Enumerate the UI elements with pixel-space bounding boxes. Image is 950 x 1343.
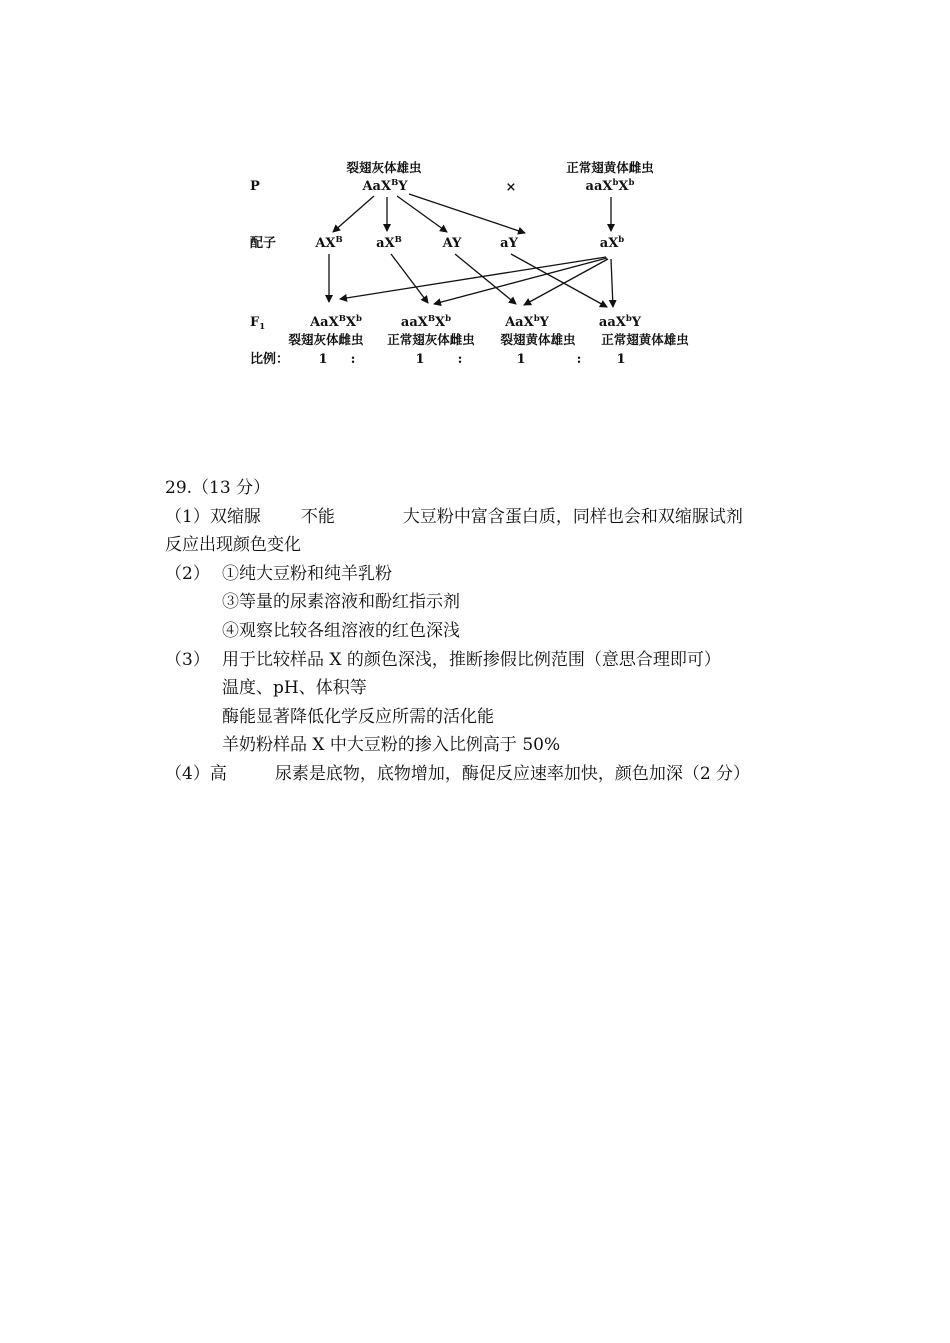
male-parent-genotype: AaX$^B$Y [362,178,408,194]
offspring-3-genotype: AaX$^b$Y [505,314,549,330]
arrow-gamete-5-offspring-4 [611,259,613,307]
q4-answer-2: 尿素是底物，底物增加，酶促反应速率加快，颜色加深（2 分） [274,763,751,784]
offspring-2-genotype: $aaX^BX^b$ [400,314,452,330]
q2-answer-1: ①纯大豆粉和纯羊乳粉 [222,563,392,584]
row-label-gamete: 配子 [250,236,277,251]
row-label-p: P [250,179,260,194]
q1-answer-3: 大豆粉中富含蛋白质，同样也会和双缩脲试剂 [402,506,743,527]
ratio-value-1: 1 [318,352,328,367]
q1-answer-2: 不能 [300,506,335,527]
ratio-value-3: 1 [516,352,526,367]
gamete-3: AY [442,236,462,251]
female-parent-genotype: $aaX^bX^b$ [585,178,635,194]
q4-label: （4） [165,763,210,784]
arrow-male-gamete-3 [397,196,447,232]
row-label-f1: $F_1$ [250,315,266,332]
ratio-value-2: 1 [415,352,425,367]
gamete-1: $AX^B$ [315,235,343,251]
ratio-separator-3: : [576,352,582,367]
q2-answer-2: ③等量的尿素溶液和酚红指示剂 [222,592,460,613]
q1-label: （1） [165,506,210,527]
q4-line [165,760,805,789]
offspring-3-phenotype: 裂翅黄体雄虫 [500,332,576,347]
arrow-gamete-5-offspring-2 [434,258,607,304]
gamete-5: $aX^b$ [599,235,625,251]
q3-answer-4: 羊奶粉样品 X 中大豆粉的掺入比例高于 50% [222,735,561,756]
arrow-gamete-5-offspring-1 [340,257,606,299]
q2-label: （2） [165,563,210,584]
answer-heading: 29.（13 分） [165,478,271,498]
offspring-4-phenotype: 正常翅黄体雄虫 [601,332,689,347]
arrow-gamete-5-offspring-3 [524,259,608,305]
female-parent-phenotype: 正常翅黄体雌虫 [566,160,654,175]
ratio-value-4: 1 [616,352,626,367]
offspring-4-genotype: aaX$^b$Y [598,314,642,330]
gamete-2: $aX^B$ [376,235,402,251]
q3-answer-1: 用于比较样品 X 的颜色深浅，推断掺假比例范围（意思合理即可） [222,649,721,670]
offspring-2-phenotype: 正常翅灰体雌虫 [387,332,475,347]
cross-symbol: × [505,180,517,195]
q3-line-1 [165,646,805,675]
arrow-male-gamete-1 [333,196,374,232]
gamete-4: aY [500,236,518,251]
row-label-ratio: 比例： [250,352,290,367]
ratio-separator-2: : [457,352,463,367]
offspring-1-phenotype: 裂翅灰体雌虫 [288,332,364,347]
q1-line [165,503,805,532]
ratio-separator-1: : [350,352,356,367]
q1-answer-1: 双缩脲 [209,506,261,527]
arrow-gamete-2-offspring-2 [391,254,428,303]
q2-answer-3: ④观察比较各组溶液的红色深浅 [222,620,460,641]
q4-answer-1: 高 [209,763,227,784]
offspring-1-genotype: $AaX^BX^b$ [310,314,362,330]
arrow-male-gamete-4 [409,194,525,233]
q3-answer-2: 温度、pH、体积等 [222,678,367,699]
q1-line-cont: 反应出现颜色变化 [165,535,301,556]
answer-block [165,474,805,789]
q2-line-1 [165,560,805,589]
genetic-cross-diagram [0,0,950,400]
q3-answer-3: 酶能显著降低化学反应所需的活化能 [222,706,494,727]
q3-label: （3） [165,649,210,670]
male-parent-phenotype: 裂翅灰体雄虫 [346,160,422,175]
